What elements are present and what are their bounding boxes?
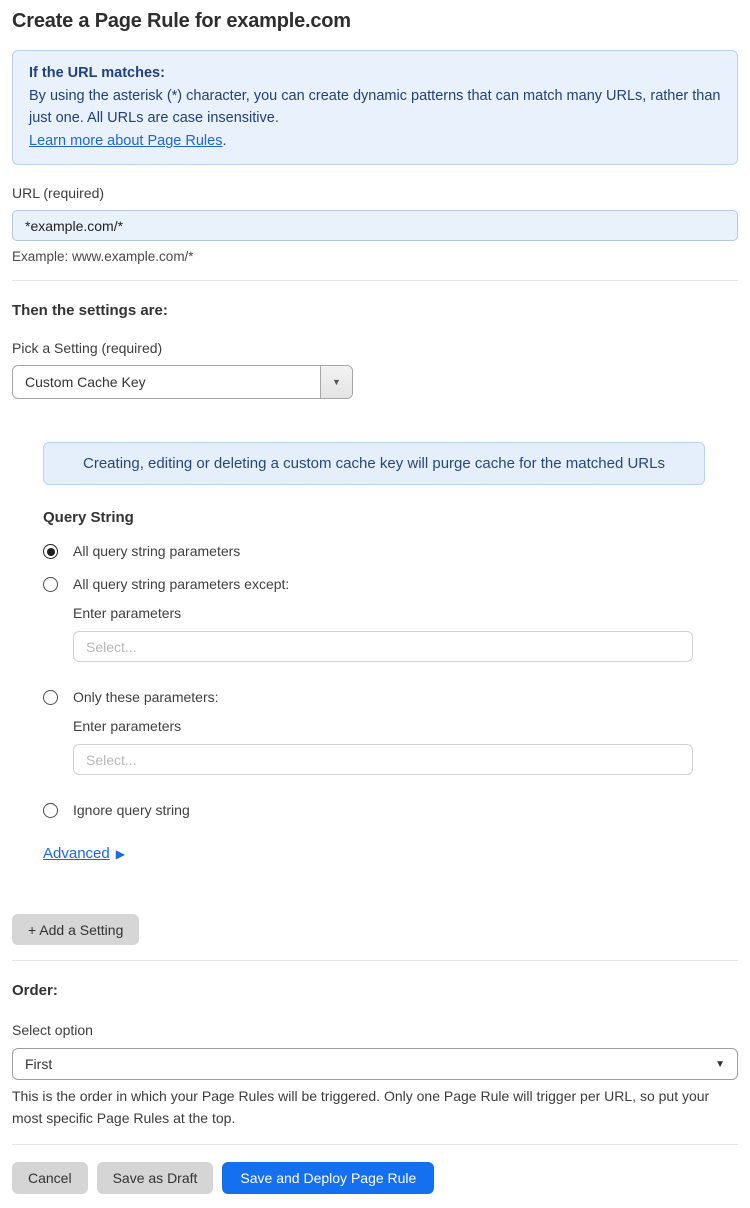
radio-button[interactable] (43, 803, 58, 818)
radio-button[interactable] (43, 577, 58, 592)
info-box-link-line (29, 130, 721, 152)
radio-label: Only these parameters: (73, 689, 219, 705)
url-example-hint: Example: www.example.com/* (12, 249, 194, 264)
info-box-body: By using the asterisk (*) character, you can create dynamic patterns that can match many URLs, rather than just one. All URLs are case insensitive. (29, 88, 721, 126)
enter-parameters-label: Enter parameters (73, 605, 182, 621)
advanced-arrow-icon: ▶ (115, 847, 125, 861)
query-string-heading: Query String (43, 509, 134, 526)
only-parameters-group (73, 718, 738, 775)
save-draft-button[interactable]: Save as Draft (97, 1162, 214, 1194)
url-match-info-box (12, 50, 738, 165)
radio-option-all-params[interactable] (43, 543, 738, 560)
except-parameters-group (73, 605, 738, 662)
save-deploy-button[interactable]: Save and Deploy Page Rule (222, 1162, 434, 1194)
enter-parameters-label: Enter parameters (73, 718, 182, 734)
except-parameters-input[interactable] (73, 631, 693, 662)
order-dropdown-value: First (25, 1056, 53, 1072)
order-dropdown[interactable] (12, 1048, 738, 1080)
url-input[interactable] (12, 210, 738, 241)
settings-heading: Then the settings are: (12, 302, 168, 319)
cancel-button[interactable]: Cancel (12, 1162, 88, 1194)
divider (12, 280, 738, 281)
radio-label: All query string parameters except: (73, 576, 290, 592)
order-heading: Order: (12, 982, 58, 999)
radio-button[interactable] (43, 690, 58, 705)
cache-purge-notice: Creating, editing or deleting a custom cache key will purge cache for the matched URLs (43, 442, 705, 485)
radio-label: All query string parameters (73, 543, 241, 559)
advanced-row (43, 844, 738, 864)
dropdown-arrow-icon: ▼ (715, 1058, 725, 1070)
divider (12, 1144, 738, 1145)
link-suffix: . (222, 133, 227, 149)
only-parameters-input[interactable] (73, 744, 693, 775)
radio-button[interactable] (43, 544, 58, 559)
radio-label: Ignore query string (73, 802, 190, 818)
advanced-link[interactable]: Advanced (43, 845, 110, 862)
order-help-text: This is the order in which your Page Rules will be triggered. Only one Page Rule will trigger per URL, so put your most specific Page Rules at the top. (12, 1088, 710, 1126)
divider (12, 960, 738, 961)
url-field-label: URL (required) (12, 185, 105, 201)
radio-option-ignore[interactable] (43, 802, 738, 819)
radio-option-all-except[interactable] (43, 576, 738, 593)
order-select-label: Select option (12, 1022, 93, 1038)
pick-setting-label: Pick a Setting (required) (12, 340, 163, 356)
footer-actions (12, 1162, 738, 1194)
learn-more-link[interactable]: Learn more about Page Rules (29, 133, 223, 149)
dropdown-arrow-icon: ▼ (320, 366, 352, 398)
setting-dropdown[interactable] (12, 365, 353, 399)
info-box-heading: If the URL matches: (29, 65, 165, 81)
add-setting-button[interactable]: + Add a Setting (12, 914, 139, 945)
page-title: Create a Page Rule for example.com (12, 10, 351, 32)
radio-option-only-these[interactable] (43, 689, 738, 706)
setting-dropdown-value: Custom Cache Key (25, 374, 146, 390)
